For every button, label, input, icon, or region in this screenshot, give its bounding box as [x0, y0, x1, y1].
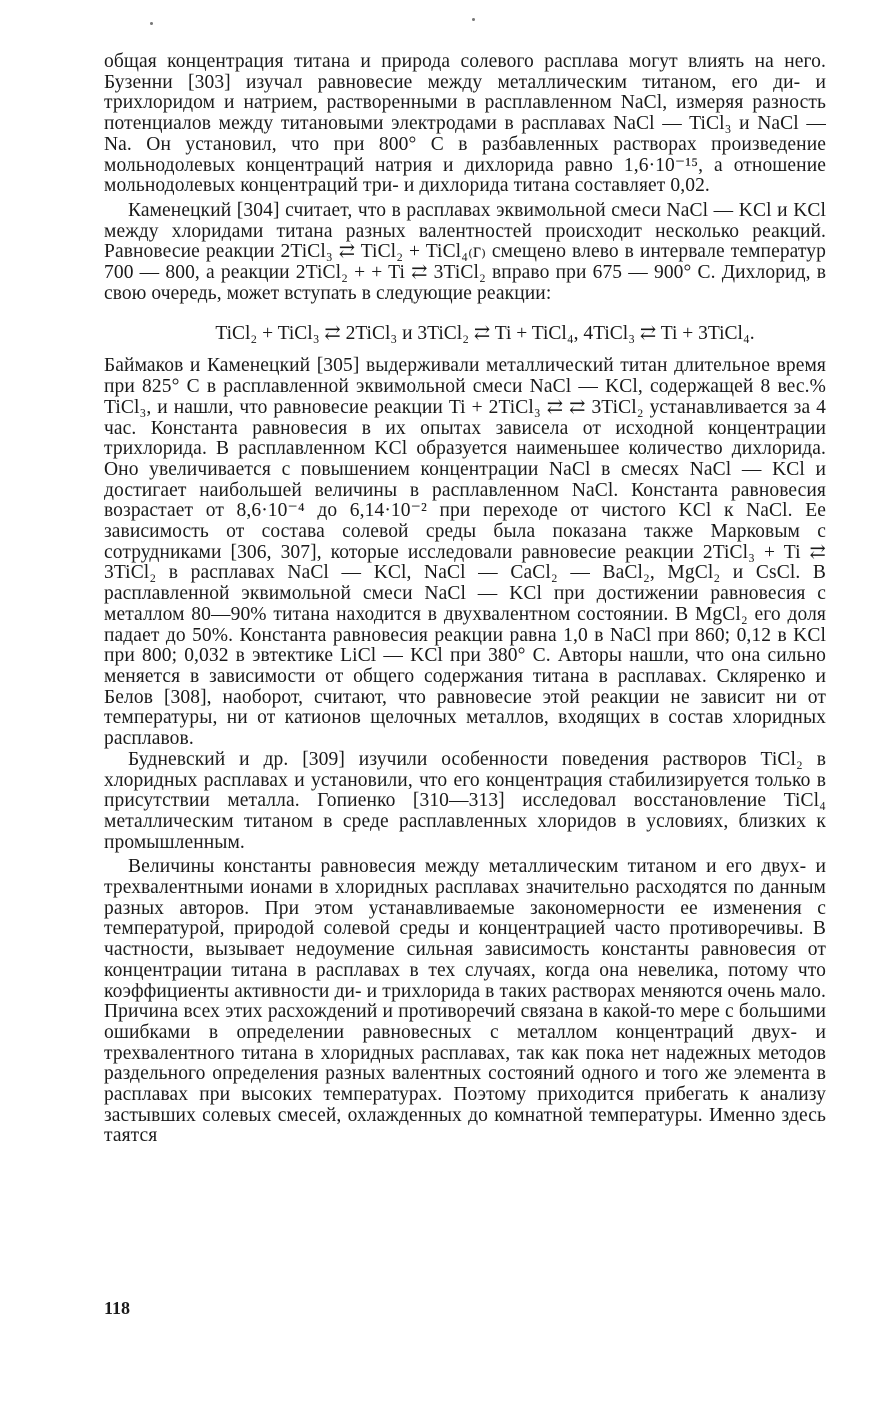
scan-speck [472, 18, 475, 21]
paragraph-1: общая концентрация титана и природа солевого расплава могут влиять на него. Бузенни [303] изучал равновесие между металлическим титаном, его ди- и трихлоридом и натрием, растворенными в расплавленном NaCl, измеряя разность потенциалов между титановыми электродами в расплавах NaCl — TiCl₃ и NaCl — Na. Он установил, что при 800° С в разбавленных растворах произведение мольнодолевых концентраций натрия и дихлорида равно 1,6·10⁻¹⁵, а отношение мольнодолевых концентраций три- и дихлорида титана составляет 0,02. [104, 51, 826, 197]
scan-speck [150, 22, 153, 25]
paragraph-2: Каменецкий [304] считает, что в расплавах эквимольной смеси NaCl — KCl и KCl между хлоридами титана разных валентностей происходит несколько реакций. Равновесие реакции 2TiCl₃ ⇄ TiCl₂ + TiCl₄₍г₎ смещено влево в интервале температур 700 — 800, а реакции 2TiCl₂ + + Ti ⇄ 3TiCl₂ вправо при 675 — 900° С. Дихлорид, в свою очередь, может вступать в следующие реакции: [104, 199, 826, 304]
paragraph-3: Баймаков и Каменецкий [305] выдерживали металлический титан длительное время при 825° С в расплавленной эквимольной смеси NaCl — KCl, содержащей 8 вес.% TiCl₃, и нашли, что равновесие реакции Ti + 2TiCl₃ ⇄ ⇄ 3TiCl₂ устанавливается за 4 час. Константа равновесия в их опытах зависела от исходной концентрации трихлорида. В расплавленном KCl образуется наименьшее количество дихлорида. Оно увеличивается с повышением концентрации NaCl в смесях NaCl — KCl и достигает наибольшей величины в расплавленном NaCl. Константа равновесия возрастает от 8,6·10⁻⁴ до 6,14·10⁻² при переходе от чистого KCl к NaCl. Ее зависимость от состава солевой среды была показана также Марковым с сотрудниками [306, 307], которые исследовали равновесие реакции 2TiCl₃ + Ti ⇄ 3TiCl₂ в расплавах NaCl — KCl, NaCl — CaCl₂ — BaCl₂, MgCl₂ и CsCl. В расплавленной эквимольной смеси NaCl — KCl при достижении равновесия с металлом 80—90% титана находится в двухвалентном состоянии. В MgCl₂ его доля падает до 50%. Константа равновесия реакции равна 1,0 в NaCl при 860; 0,12 в KCl при 800; 0,032 в эвтектике LiCl — KCl при 380° С. Авторы нашли, что она сильно меняется в зависимости от общего содержания титана в расплавах. Скляренко и Белов [308], наоборот, считают, что равновесие этой реакции не зависит ни от температуры, ни от катионов щелочных металлов, входящих в состав хлоридных расплавов. [104, 355, 826, 750]
paragraph-4: Будневский и др. [309] изучили особенности поведения растворов TiCl₂ в хлоридных расплавах и установили, что его концентрация стабилизируется только в присутствии металла. Гопиенко [310—313] исследовал восстановление TiCl₄ металлическим титаном в среде расплавленных хлоридов в условиях, близких к промышленным. [104, 748, 826, 853]
page-body [104, 52, 826, 1147]
reaction-formula: TiCl₂ + TiCl₃ ⇄ 2TiCl₃ и 3TiCl₂ ⇄ Ti + TiCl₄, 4TiCl₃ ⇄ Ti + 3TiCl₄. [215, 323, 755, 345]
paragraph-5: Величины константы равновесия между металлическим титаном и его двух- и трехвалентными ионами в хлоридных расплавах значительно расходятся по данным разных авторов. При этом устанавливаемые закономерности ее изменения с температурой, природой солевой среды и концентрацией часто противоречивы. В частности, вызывает недоумение сильная зависимость константы равновесия от концентрации титана в расплавах в тех случаях, когда она невелика, потому что коэффициенты активности ди- и трихлорида в таких растворах меняются очень мало. Причина всех этих расхождений и противоречий связана в какой-то мере с большими ошибками в определении равновесных с металлом концентраций двух- и трехвалентного титана в хлоридных расплавах, так как пока нет надежных методов раздельного определения разных валентных состояний одного и того же элемента в расплавах при высоких температурах. Поэтому приходится прибегать к анализу застывших солевых смесей, охлажденных до комнатной температуры. Именно здесь таятся [104, 856, 826, 1147]
page-number: 118 [104, 1298, 131, 1318]
